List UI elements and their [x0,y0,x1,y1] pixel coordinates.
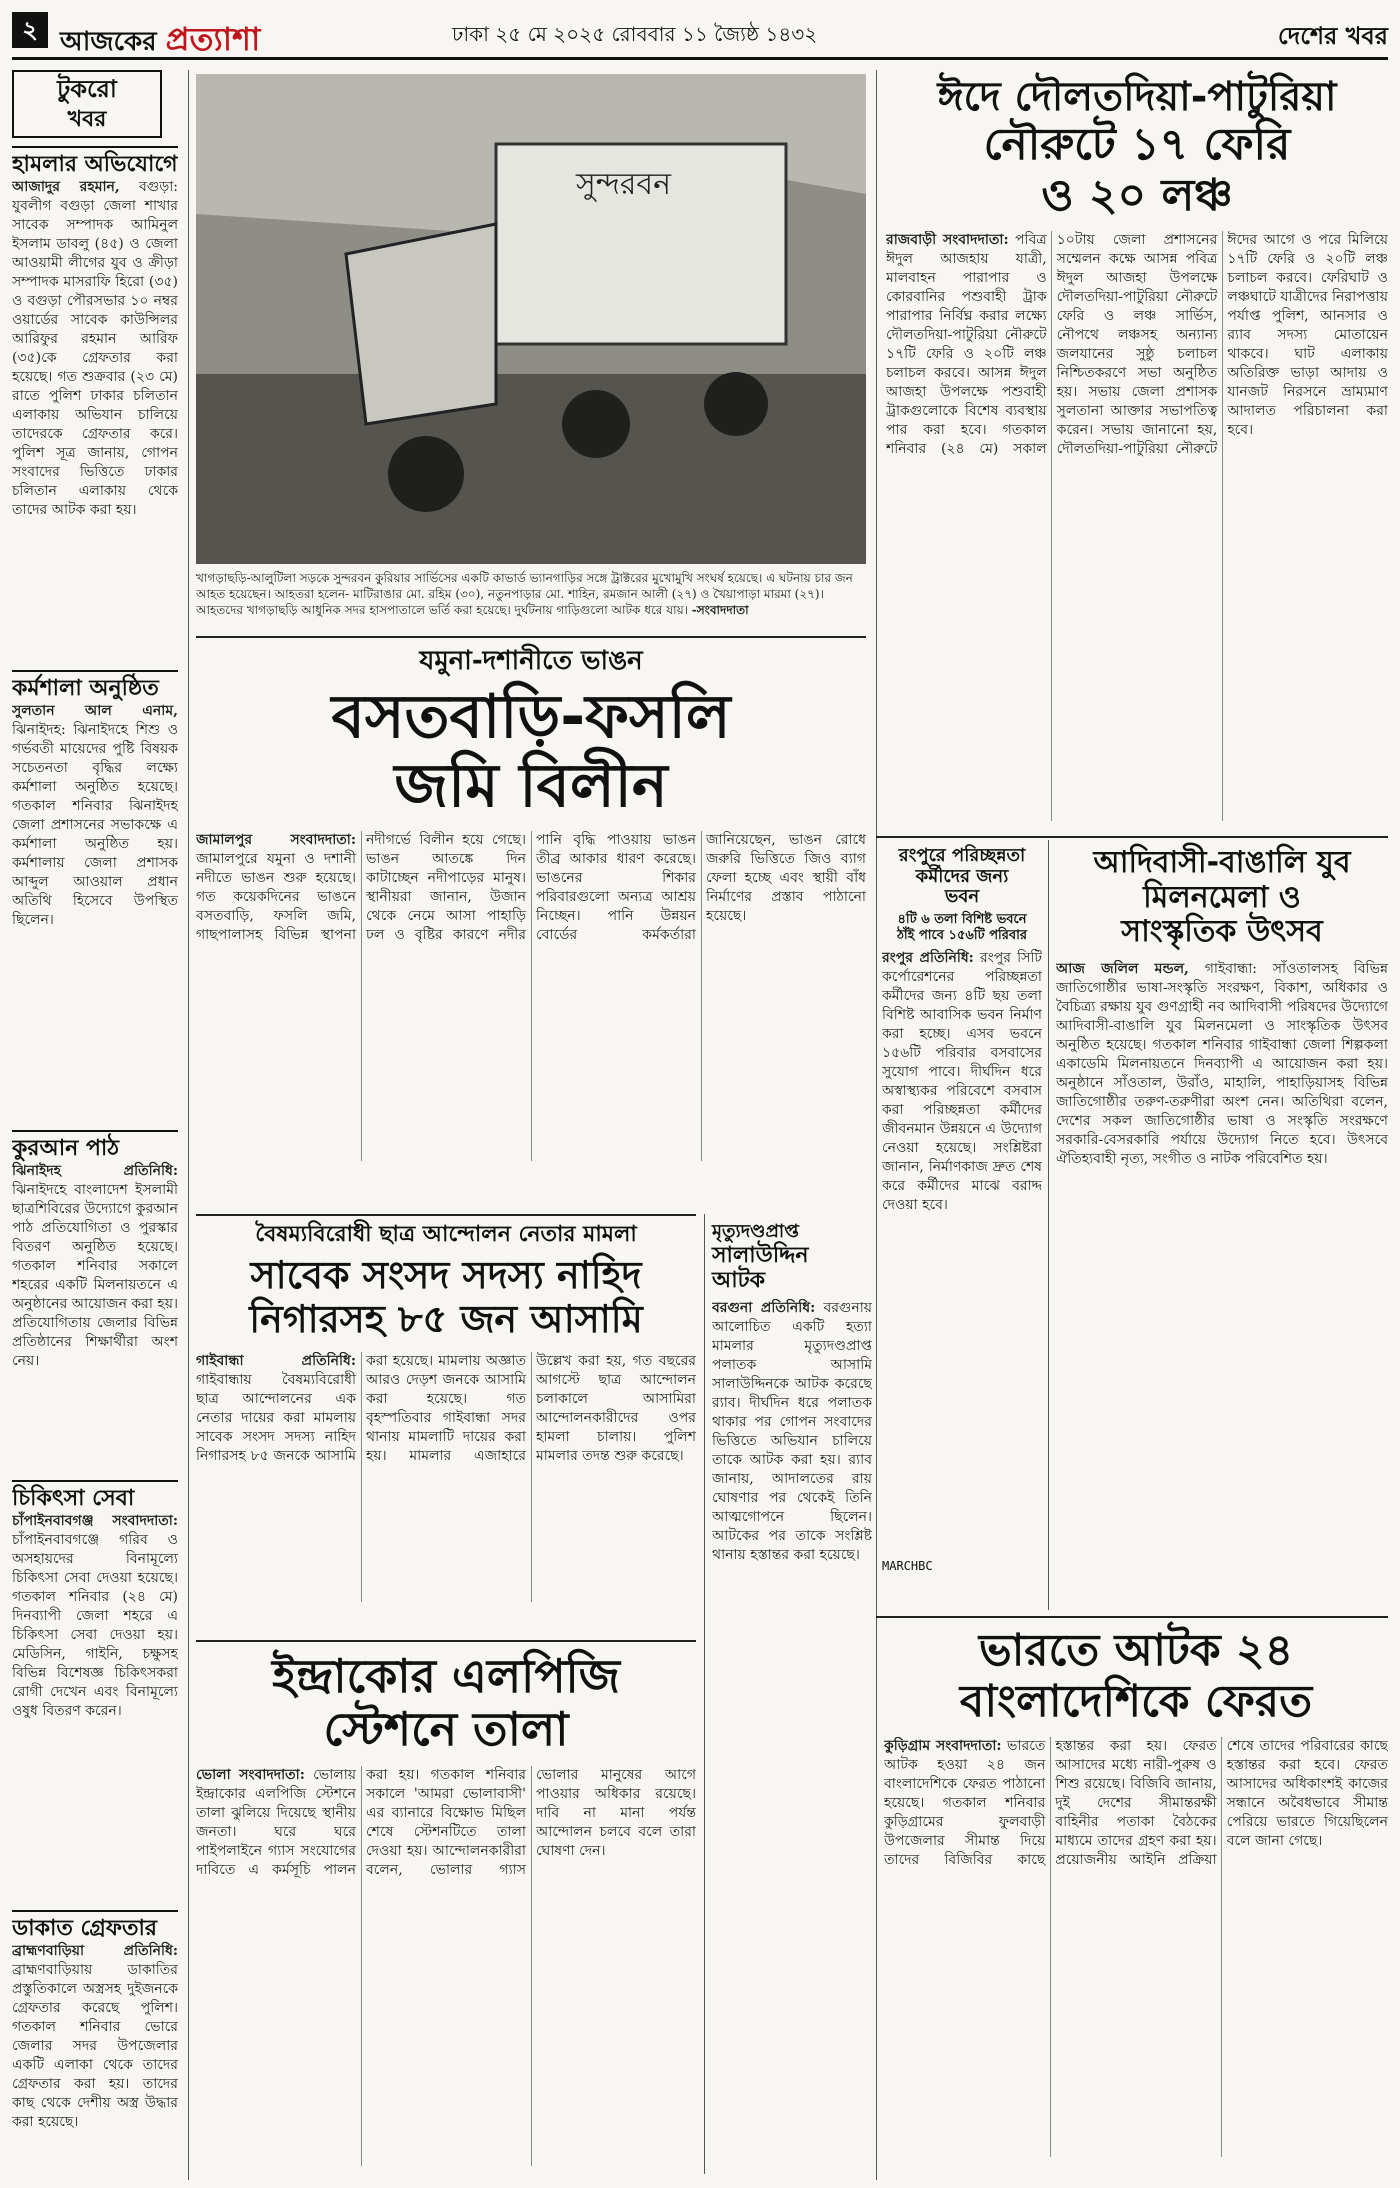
death-row-story [712,1222,872,2172]
ferry-headline-line2: নৌরুটে ১৭ ফেরি [983,119,1291,170]
sidebar-story-text: চাঁপাইনবাবগঞ্জে গরিব ও অসহায়দের বিনামূল্যে চিকিৎসা সেবা দেওয়া হয়েছে। গতকাল শনিবার (২৪ মে) দিনব্যাপী জেলা শহরে এ চিকিৎসা সেবা দেওয়া হয়। মেডিসিন, গাইনি, চক্ষুসহ বিভিন্ন বিশেষজ্ঞ চিকিৎসকরা রোগী দেখেন এবং বিনামূল্যে ওষুধ বিতরণ করেন। [12,1532,178,1719]
death-row-headline-line2: আটক [712,1267,766,1293]
erosion-headline [196,683,866,821]
sidebar-story-text: ঝিনাইদহে বাংলাদেশ ইসলামী ছাত্রশিবিরের উদ্যোগে কুরআন পাঠ প্রতিযোগিতা ও পুরস্কার বিতরণ অনুষ্ঠিত হয়েছে। গতকাল শনিবার সকালে শহরের একটি মিলনায়তনে এ অনুষ্ঠানের আয়োজন করা হয়। প্রতিযোগিতায় জেলার বিভিন্ন প্রতিষ্ঠানের শিক্ষার্থীরা অংশ নেয়। [12,1182,178,1369]
ferry-byline: রাজবাড়ী সংবাদদাতা: [886,232,1009,249]
section-divider [196,636,866,638]
sidebar-story-headline: কুরআন পাঠ [12,1130,178,1162]
mp-headline-line1: সাবেক সংসদ সদস্য নাহিদ [250,1253,642,1298]
rangpur-story [882,846,1042,1606]
tribal-body [1056,960,1388,1570]
caption-text: খাগড়াছড়ি-আলুটিলা সড়কে সুন্দরবন কুরিয়ার সার্ভিসের একটি কাভার্ড ভ্যানগাড়ির সঙ্গে ট্রাক্টরের মুখোমুখি সংঘর্ষ হয়েছে। এ ঘটনায় চার জন আহত হয়েছেন। আহতরা হলেন- মাটিরাঙার মো. রহিম (৩০), নতুনপাড়ার মো. শাহিন, রমজান আলী (২৭) ও খৈয়াপাড়া মারমা (২৭)। আহতদের খাগড়াছড়ি আধুনিক সদর হাসপাতালে ভর্তি করা হয়েছে। দুর্ঘটনায় গাড়িগুলো আটক ধরে যায়। [196,571,853,617]
death-row-headline-line1: সালাউদ্দিন [712,1242,809,1268]
column-divider [188,70,189,2180]
column-divider [704,1214,705,2174]
sidebar-story-body [12,702,178,930]
lpg-text: ভোলায় ইন্দ্রাকোর এলপিজি স্টেশনে তালা ঝুলিয়ে দিয়েছে স্থানীয় জনতা। ঘরে ঘরে পাইপলাইনে গ্যাস সংযোগের দাবিতে এ কর্মসূচি পালন করা হয়। গতকাল শনিবার সকালে 'আমরা ভোলাবাসী' এর ব্যানারে বিক্ষোভ মিছিল শেষে স্টেশনটিতে তালা দেওয়া হয়। আন্দোলনকারীরা বলেন, ভোলার গ্যাস ভোলার মানুষের আগে পাওয়ার অধিকার রয়েছে। দাবি না মানা পর্যন্ত আন্দোলন চলবে বলে তারা ঘোষণা দেন। [196,1766,696,1878]
dateline: ঢাকা ২৫ মে ২০২৫ রোববার ১১ জ্যৈষ্ঠ ১৪৩২ [452,22,818,46]
sidebar-story-headline: হামলার অভিযোগে [12,146,178,178]
tribal-story [1056,846,1388,1606]
death-row-byline: বরগুনা প্রতিনিধি: [712,1300,816,1317]
column-divider [876,840,877,2180]
rangpur-highlight-line1: ৪টি ৬ তলা বিশিষ্ট ভবনে [897,912,1027,928]
rangpur-headline-line3: ভবন [944,886,980,908]
erosion-text: জামালপুরে যমুনা ও দশানী নদীতে ভাঙন শুরু হয়েছে। গত কয়েকদিনের ভাঙনে বসতবাড়ি, ফসলি জমি, গাছপালাসহ বিভিন্ন স্থাপনা নদীগর্ভে বিলীন হয়ে গেছে। ভাঙন আতঙ্কে দিন কাটাচ্ছেন নদীপাড়ের মানুষ। স্থানীয়রা জানান, উজান থেকে নেমে আসা পাহাড়ি ঢল ও বৃষ্টির কারণে নদীর পানি বৃদ্ধি পাওয়ায় ভাঙন তীব্র আকার ধারণ করেছে। ভাঙনের শিকার পরিবারগুলো অন্যত্র আশ্রয় নিচ্ছেন। পানি উন্নয়ন বোর্ডের কর্মকর্তারা জানিয়েছেন, ভাঙন রোধে জরুরি ভিত্তিতে জিও ব্যাগ ফেলা হচ্ছে এবং স্থায়ী বাঁধ নির্মাণের প্রস্তাব পাঠানো হয়েছে। [196,832,866,944]
tribal-headline-line3: সাংস্কৃতিক উৎসব [1121,914,1323,949]
sidebar-story [12,1130,178,1470]
brand-part1: আজকের [60,27,157,57]
sidebar-story-headline: চিকিৎসা সেবা [12,1480,178,1512]
photo-caption [196,570,866,630]
lpg-body [196,1766,696,2166]
mp-byline: গাইবান্ধা প্রতিনিধি: [196,1352,356,1369]
rangpur-body [882,949,1042,1559]
caption-credit: -সংবাদদাতা [691,603,749,617]
mp-text: গাইবান্ধায় বৈষম্যবিরোধী ছাত্র আন্দোলনের এক নেতার দায়ের করা মামলায় সাবেক সংসদ সদস্য নাহিদ নিগারসহ ৮৫ জনকে আসামি করা হয়েছে। মামলায় অজ্ঞাত আরও দেড়শ জনকে আসামি করা হয়েছে। গত বৃহস্পতিবার গাইবান্ধা সদর থানায় মামলাটি দায়ের করা হয়। মামলার এজাহারে উল্লেখ করা হয়, গত বছরের আগস্টে ছাত্র আন্দোলন চলাকালে আসামিরা আন্দোলনকারীদের ওপর হামলা চালায়। পুলিশ মামলার তদন্ত শুরু করেছে। [196,1352,696,1464]
lpg-headline-line1: ইন্দ্রাকোর এলপিজি [272,1649,620,1703]
truck-label: সুন্দরবন [576,167,671,202]
rangpur-headline-line1: রংপুরে পরিচ্ছন্নতা [898,845,1026,866]
ferry-body [886,231,1388,821]
tribal-text: গাইবান্ধা: সাঁওতালসহ বিভিন্ন জাতিগোষ্ঠীর ভাষা-সংস্কৃতি সংরক্ষণ, বিকাশ, অধিকার ও বৈচিত্র্য রক্ষায় যুব গুণগ্রাহী নব আদিবাসী পরিষদের উদ্যোগে আদিবাসী-বাঙালি যুব মিলনমেলা ও সাংস্কৃতিক উৎসব অনুষ্ঠিত হয়েছে। গতকাল শনিবার গাইবান্ধা জেলা শিল্পকলা একাডেমি মিলনায়তনে দিনব্যাপী এ আয়োজন করা হয়। অনুষ্ঠানে সাঁওতাল, উরাঁও, মাহালি, পাহাড়িয়াসহ বিভিন্ন জাতিগোষ্ঠীর তরুণ-তরুণীরা অংশ নেন। অতিথিরা বলেন, দেশের সকল জাতিগোষ্ঠীর ভাষা ও সংস্কৃতি সংরক্ষণে সরকারি-বেসরকারি পর্যায়ে উদ্যোগ নিতে হবে। উৎসবে ঐতিহ্যবাহী নৃত্য, সংগীত ও নাটক পরিবেশিত হয়। [1056,960,1388,1167]
sidebar-story-body [12,178,178,520]
sidebar-story-text: বগুড়া: যুবলীগ বগুড়া জেলা শাখার সাবেক সম্পাদক আমিনুল ইসলাম ডাবলু (৪৫) ও জেলা আওয়ামী লীগের যুব ও ক্রীড়া সম্পাদক মাসরাফি হিরো (৩৫) ও বগুড়া পৌরসভার ১০ নম্বর ওয়ার্ডের সাবেক কাউন্সিলর আরিফুর রহমান আরিফ (৩৫)কে গ্রেফতার করা হয়েছে। গত শুক্রবার (২৩ মে) রাতে পুলিশ ঢাকার চলিতান এলাকায় অভিযান চালিয়ে তাদেরকে গ্রেফতার করে। পুলিশ সূত্র জানায়, গোপন সংবাদের ভিত্তিতে ঢাকার চলিতান এলাকায় থেকে তাদের আটক করা হয়। [12,179,178,518]
sidebar [12,70,182,2180]
sidebar-story-byline: আজাদুর রহমান, [12,179,120,195]
sidebar-story-byline: ঝিনাইদহ প্রতিনিধি: [12,1163,178,1179]
rangpur-highlight [882,912,1042,943]
rangpur-label: MARCHBC [882,1559,933,1574]
sidebar-story [12,146,178,656]
rangpur-text: রংপুর সিটি কর্পোরেশনের পরিচ্ছন্নতা কর্মীদের জন্য ৪টি ছয় তলা বিশিষ্ট আবাসিক ভবন নির্মাণ করা হচ্ছে। এসব ভবনে ১৫৬টি পরিবার বসবাসের সুযোগ পাবে। দীর্ঘদিন ধরে অস্বাস্থ্যকর পরিবেশে বসবাস করা পরিচ্ছন্নতা কর্মীদের জীবনমান উন্নয়নে এ উদ্যোগ নেওয়া হয়েছে। সংশ্লিষ্টরা জানান, নির্মাণকাজ দ্রুত শেষ করে কর্মীদের মাঝে বরাদ্দ দেওয়া হবে। [882,950,1042,1214]
ferry-headline-line3: ও ২০ লঞ্চ [1041,169,1233,221]
rangpur-headline [882,846,1042,908]
sidebar-story-text: ঝিনাইদহ: ঝিনাইদহে শিশু ও গর্ভবতী মায়েদের পুষ্টি বিষয়ক সচেতনতা বৃদ্ধির লক্ষ্যে কর্মশালা অনুষ্ঠিত হয়েছে। গতকাল শনিবার ঝিনাইদহ জেলা প্রশাসনের সভাকক্ষে এ কর্মশালা অনুষ্ঠিত হয়। কর্মশালায় জেলা প্রশাসক আব্দুল আওয়াল প্রধান অতিথি হিসেবে উপস্থিত ছিলেন। [12,722,178,928]
sidebar-story-body [12,1162,178,1371]
section-divider [196,1214,696,1216]
rangpur-highlight-line2: ঠাঁই পাবে ১৫৬টি পরিবার [896,927,1028,943]
rangpur-byline: রংপুর প্রতিনিধি: [882,950,974,967]
sidebar-story-body [12,1942,178,2132]
masthead [12,8,1388,60]
india-headline [884,1626,1388,1727]
tribal-headline [1056,846,1388,950]
sidebar-story-byline: চাঁপাইনবাবগঞ্জ সংবাদদাতা: [12,1513,178,1529]
erosion-headline-line2: জমি বিলীন [394,751,668,822]
column-divider [876,70,877,840]
section-divider [876,836,1388,838]
death-row-kicker: মৃত্যুদণ্ডপ্রাপ্ত [712,1221,799,1242]
india-headline-line1: ভারতে আটক ২৪ [978,1625,1294,1676]
erosion-story [196,646,866,1206]
lpg-byline: ভোলা সংবাদদাতা: [196,1766,305,1783]
sidebar-story-byline: ব্রাহ্মণবাড়িয়া প্রতিনিধি: [12,1943,178,1959]
sidebar-story-headline: কর্মশালা অনুষ্ঠিত [12,670,178,702]
brand-part2: প্রত্যাশা [165,20,261,58]
ferry-text: পবিত্র ঈদুল আজহায় যাত্রী, মালবাহন পারাপার ও কোরবানির পশুবাহী ট্রাক পারাপার নির্বিঘ্ন করার লক্ষ্যে দৌলতদিয়া-পাটুরিয়া নৌরুটে ১৭টি ফেরি ও ২০টি লঞ্চ চলাচল করবে। আসন্ন ঈদুল আজহা উপলক্ষে পশুবাহী ট্রাকগুলোকে বিশেষ ব্যবস্থায় পার করা হবে। গতকাল শনিবার (২৪ মে) সকাল ১০টায় জেলা প্রশাসনের সম্মেলন কক্ষে আসন্ন পবিত্র ঈদুল আজহা উপলক্ষে দৌলতদিয়া-পাটুরিয়া নৌরুটে ফেরি ও লঞ্চ সার্ভিস, নৌপথে লঞ্চসহ অন্যান্য জলযানের সুষ্ঠু চলাচল নিশ্চিতকরণে সভা অনুষ্ঠিত হয়। সভায় জেলা প্রশাসক সুলতানা আক্তার সভাপতিত্ব করেন। সভায় জানানো হয়, দৌলতদিয়া-পাটুরিয়া নৌরুটে ঈদের আগে ও পরে মিলিয়ে ১৭টি ফেরি ও ২০টি লঞ্চ চলাচল করবে। ফেরিঘাট ও লঞ্চঘাটে যাত্রীদের নিরাপত্তায় পর্যাপ্ত পুলিশ, আনসার ও র‍্যাব সদস্য মোতায়েন থাকবে। ঘাট এলাকায় অতিরিক্ত ভাড়া আদায় ও যানজট নিরসনে ভ্রাম্যমাণ আদালত পরিচালনা করা হবে। [886,232,1388,458]
india-headline-line2: বাংলাদেশিকে ফেরত [959,1675,1313,1727]
sidebar-story-headline: ডাকাত গ্রেফতার [12,1910,178,1942]
mp-headline [196,1254,696,1341]
erosion-headline-line1: বসতবাড়ি-ফসলি [331,682,731,753]
india-body [884,1737,1388,2157]
death-row-body [712,1299,872,2149]
sidebar-story [12,1910,178,2180]
sidebar-logo-bottom: খবর [67,107,107,132]
section-title: দেশের খবর [1277,22,1388,50]
sidebar-story-body [12,1512,178,1721]
sidebar-logo-top: টুকরো [57,75,117,103]
rangpur-headline-line2: কর্মীদের জন্য [915,865,1009,887]
ferry-headline [886,74,1388,221]
sidebar-logo [12,70,162,138]
death-row-headline [712,1222,872,1293]
lpg-story [196,1650,696,2180]
section-divider [876,1616,1388,1618]
sidebar-story [12,670,178,1120]
lpg-headline-line2: স্টেশনে তালা [323,1701,569,1756]
tribal-headline-line2: মিলনমেলা ও [1143,879,1301,915]
accident-photo [196,74,866,564]
erosion-body [196,831,866,1161]
sidebar-story-text: ব্রাহ্মণবাড়িয়ায় ডাকাতির প্রস্তুতিকালে অস্ত্রসহ দুইজনকে গ্রেফতার করেছে পুলিশ। গতকাল শনিবার ভোরে জেলার সদর উপজেলার একটি এলাকা থেকে তাদের গ্রেফতার করা হয়। তাদের কাছ থেকে দেশীয় অস্ত্র উদ্ধার করা হয়েছে। [12,1962,178,2130]
column-divider [1048,840,1049,1610]
tribal-headline-line1: আদিবাসী-বাঙালি যুব [1093,845,1351,880]
erosion-kicker: যমুনা-দশানীতে ভাঙন [419,646,643,676]
india-text: ভারতে আটক হওয়া ২৪ জন বাংলাদেশিকে ফেরত পাঠানো হয়েছে। গতকাল শনিবার কুড়িগ্রামের ফুলবাড়ী উপজেলার সীমান্ত দিয়ে তাদের বিজিবির কাছে হস্তান্তর করা হয়। ফেরত আসাদের মধ্যে নারী-পুরুষ ও শিশু রয়েছে। বিজিবি জানায়, দুই দেশের সীমান্তরক্ষী বাহিনীর পতাকা বৈঠকের মাধ্যমে তাদের গ্রহণ করা হয়। প্রয়োজনীয় আইনি প্রক্রিয়া শেষে তাদের পরিবারের কাছে হস্তান্তর করা হবে। ফেরত আসাদের অধিকাংশই কাজের সন্ধানে অবৈধভাবে সীমান্ত পেরিয়ে ভারতে গিয়েছিলেন বলে জানা গেছে। [884,1738,1388,1869]
tribal-byline: আজ জলিল মন্ডল, [1056,960,1189,977]
mp-headline-line2: নিগারসহ ৮৫ জন আসামি [249,1297,643,1342]
india-byline: কুড়িগ্রাম সংবাদদাতা: [884,1738,1002,1755]
mp-body [196,1352,696,1602]
ferry-headline-line1: ঈদে দৌলতদিয়া-পাটুরিয়া [937,74,1337,120]
section-divider [196,1640,696,1642]
lpg-headline [196,1650,696,1756]
truck-illustration [196,74,866,564]
ferry-story [886,74,1388,844]
india-story [884,1626,1388,2180]
mp-kicker: বৈষম্যবিরোধী ছাত্র আন্দোলন নেতার মামলা [255,1222,637,1247]
death-row-text: বরগুনায় আলোচিত একটি হত্যা মামলার মৃত্যুদণ্ডপ্রাপ্ত পলাতক আসামি সালাউদ্দিনকে আটক করেছে র‍্যাব। দীর্ঘদিন ধরে পলাতক থাকার পর গোপন সংবাদের ভিত্তিতে অভিযান চালিয়ে তাকে আটক করা হয়। র‍্যাব জানায়, আদালতের রায় ঘোষণার পর থেকেই তিনি আত্মগোপনে ছিলেন। আটকের পর তাকে সংশ্লিষ্ট থানায় হস্তান্তর করা হয়েছে। [712,1300,872,1564]
mp-story [196,1222,696,1632]
erosion-byline: জামালপুর সংবাদদাতা: [196,832,356,849]
sidebar-story-byline: সুলতান আল এনাম, [12,703,178,719]
newspaper-logo [60,14,260,68]
sidebar-story [12,1480,178,1900]
page-number: ২ [12,12,48,48]
